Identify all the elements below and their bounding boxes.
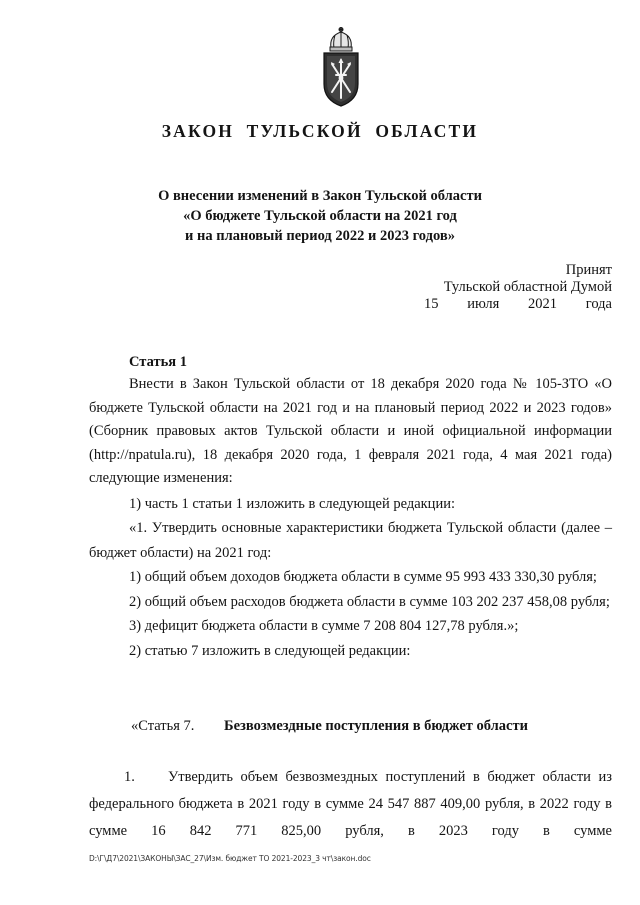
adoption-date (420, 296, 612, 313)
amendment-subitem-1: 1) общий объем доходов бюджета области в сумме 95 993 433 330,30 рубля; (129, 569, 597, 585)
adoption-block (420, 262, 612, 313)
article-7-title: Безвозмездные поступления в бюджет области (224, 718, 528, 734)
adoption-month: июля (467, 296, 500, 312)
article-7-heading (131, 718, 528, 735)
paragraph-text: Утвердить объем безвозмездных поступлений в бюджет области из федерального бюджета в 2021 году в сумме 24 547 887 409,00 рубля, в 2022 году в сумме 16 842 771 825,00 рубля, в 2023 году в сумме (89, 769, 612, 839)
file-path-footer: D:\Г\Д7\2021\ЗАКОНЫ\ЗАС_27\Изм. бюджет ТО 2021-2023_3 чт\закон.doc (89, 854, 371, 863)
article-7-number: «Статья 7. (131, 718, 195, 734)
adopted-by: Тульской областной Думой (443, 279, 612, 295)
article-1 (89, 352, 612, 663)
paragraph-number: 1. (124, 769, 135, 785)
amendment-item-2: 2) статью 7 изложить в следующей редакции: (129, 642, 411, 659)
article-1-title: Статья 1 (129, 354, 187, 370)
article-7-paragraph-1 (89, 764, 612, 845)
adoption-year-word: года (585, 296, 612, 312)
adoption-day: 15 (424, 296, 439, 312)
heading-line: и на плановый период 2022 и 2023 годов» (185, 228, 455, 244)
law-heading (0, 186, 640, 246)
heading-line: «О бюджете Тульской области на 2021 год (183, 208, 457, 224)
article-1-intro: Внести в Закон Тульской области от 18 декабря 2020 года № 105-ЗТО «О бюджете Тульской области на 2021 год и на плановый период 2022 и 2023 годов» (Сборник правовых актов Тульской области и иной официальной информации (http://npatula.ru), 18 декабря 2020 года, 1 февраля 2021 года, 4 мая 2021 года) следующие изменения: (89, 376, 612, 486)
heading-line: О внесении изменений в Закон Тульской области (158, 188, 482, 204)
adoption-year: 2021 (528, 296, 558, 312)
law-title: ЗАКОН ТУЛЬСКОЙ ОБЛАСТИ (161, 121, 479, 141)
amendment-subitem-2: 2) общий объем расходов бюджета области в сумме 103 202 237 458,08 рубля; (129, 593, 610, 610)
tula-coat-of-arms-icon (317, 26, 365, 110)
amendment-quote: «1. Утвердить основные характеристики бюджета Тульской области (далее – бюджет области) на 2021 год: (89, 520, 612, 561)
adopted-label: Принят (565, 262, 612, 278)
amendment-subitem-3: 3) дефицит бюджета области в сумме 7 208 804 127,78 рубля.»; (129, 618, 519, 634)
amendment-item-1: 1) часть 1 статьи 1 изложить в следующей редакции: (129, 495, 455, 512)
